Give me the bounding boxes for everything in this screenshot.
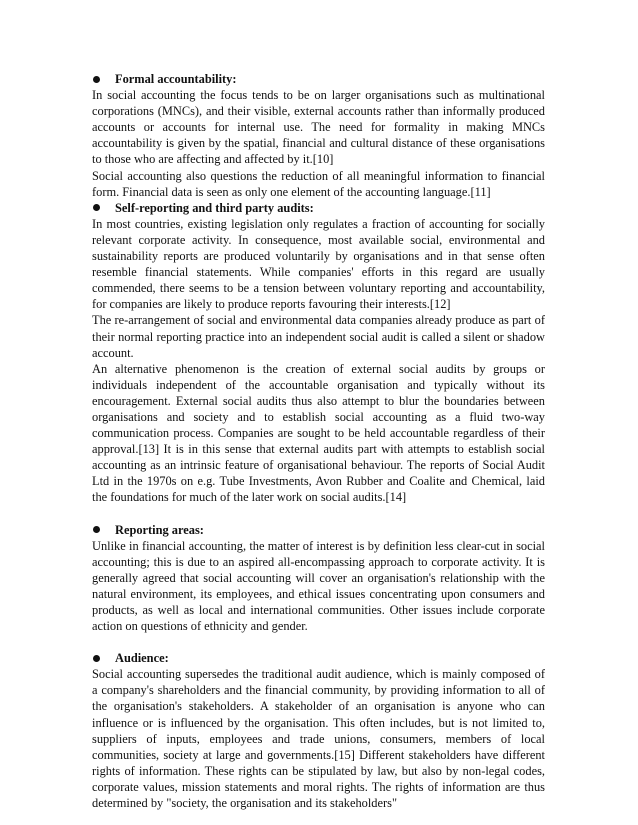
heading-audience — [92, 650, 545, 666]
paragraph: Unlike in financial accounting, the matter of interest is by definition less clear-cut in social accounting; this is due to an aspired all-encompassing approach to corporate activity. It is generally agreed that social accounting will cover an organisation's relationship with the natural environment, its employees, and ethical issues concentrating upon consumers and products, as well as local and international communities. Other issues include corporate action on questions of ethnicity and gender. — [92, 538, 545, 634]
bullet-icon — [93, 204, 100, 211]
section-spacer — [92, 634, 545, 650]
section-spacer — [92, 506, 545, 522]
paragraph: In most countries, existing legislation only regulates a fraction of accounting for socially relevant corporate activity. In consequence, most available social, environmental and sustainability reports are produced voluntarily by organisations and in that sense often resemble financial statements. While companies' efforts in this regard are usually commended, there seems to be a tension between voluntary reporting and accountability, for companies are likely to produce reports favouring their interests.[12] — [92, 216, 545, 312]
paragraph: In social accounting the focus tends to be on larger organisations such as multinational corporations (MNCs), and their visible, external accounts rather than informally produced accounts or accounts for internal use. The need for formality in making MNCs accountability is given by the spatial, financial and cultural distance of these organisations to those who are affecting and affected by it.[10] — [92, 88, 545, 167]
bullet-icon — [93, 526, 100, 533]
heading-text: Audience: — [115, 651, 169, 666]
paragraph: An alternative phenomenon is the creation of external social audits by groups or individuals independent of the accountable organisation and typically without its encouragement. External social audits thus also attempt to blur the boundaries between organisations and society and to establish social accounting as a fluid two-way communication process. Companies are sought to be held accountable regardless of their approval.[13] It is in this sense that external audits part with attempts to establish social accounting as an intrinsic feature of organisational behaviour. The reports of Social Audit Ltd in the 1970s on e.g. Tube Investments, Avon Rubber and Coalite and Chemical, laid the foundations for much of the later work on social audits.[14] — [92, 361, 545, 505]
heading-text: Self-reporting and third party audits: — [115, 200, 314, 215]
document-page — [92, 71, 545, 811]
bullet-icon — [93, 76, 100, 83]
bullet-icon — [93, 655, 100, 662]
heading-reporting-areas — [92, 522, 545, 538]
heading-self-reporting — [92, 200, 545, 216]
heading-formal-accountability — [92, 71, 545, 87]
paragraph: Social accounting also questions the reduction of all meaningful information to financial form. Financial data is seen as only one element of the accounting language.[11] — [92, 168, 545, 199]
heading-text: Formal accountability: — [115, 72, 237, 86]
heading-text: Reporting areas: — [115, 522, 204, 537]
paragraph: The re-arrangement of social and environmental data companies already produce as part of their normal reporting practice into an independent social audit is called a silent or shadow account. — [92, 313, 545, 360]
paragraph: Social accounting supersedes the traditional audit audience, which is mainly composed of a company's shareholders and the financial community, by providing information to all of the organisation's stakeholders. A stakeholder of an organisation is anyone who can influence or is influenced by the organisation. This often includes, but is not limited to, suppliers of inputs, employees and trade unions, consumers, members of local communities, society at large and governments.[15] Different stakeholders have different rights of information. These rights can be stipulated by law, but also by non-legal codes, corporate values, mission statements and moral rights. The rights of information are thus determined by "society, the organisation and its stakeholders" — [92, 667, 545, 811]
